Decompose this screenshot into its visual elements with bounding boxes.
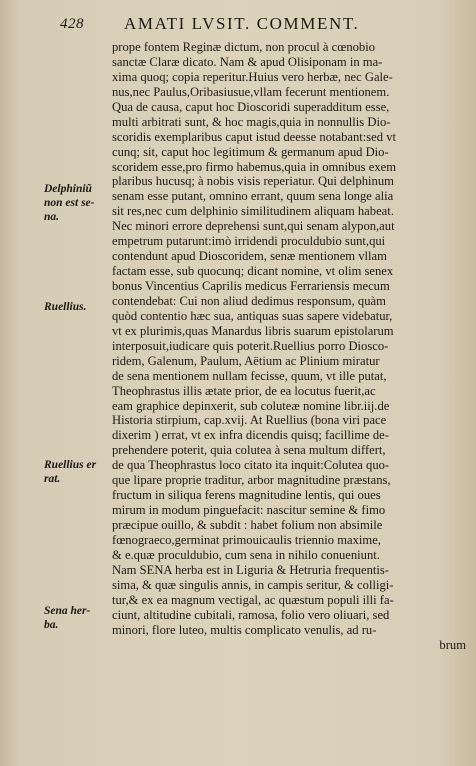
catchword: brum (439, 637, 466, 652)
text-line: sanctæ Claræ dicato. Nam & apud Olisiponam in ma- (112, 54, 383, 69)
text-line: cunq; sit, caput hoc legitimum & germanum apud Dio- (112, 144, 389, 159)
text-line: contendebat: Cui non aliud dedimus responsum, quàm (112, 293, 386, 308)
text-line: Nam SENA herba est in Liguria & Hetruria frequentis- (112, 562, 389, 577)
margin-note-line: Delphiniũ (44, 183, 92, 195)
margin-note-line: ba. (44, 619, 59, 631)
text-line: scoridis exemplaribus caput istud deesse notabant:sed vt (112, 129, 396, 144)
text-line: Qua de causa, caput hoc Dioscoridi superadditum esse, (112, 99, 390, 114)
text-line: interposuit,iudicare quis poterit.Ruellius porro Diosco- (112, 338, 389, 353)
margin-note-delphinium (44, 182, 108, 224)
text-line: vt ex plurimis,quas Manardus libris suarum epistolarum (112, 323, 394, 338)
text-line: mirum in modum pinguefacit: nascitur semine & fimo (112, 503, 386, 518)
margin-note-line: non est se- (44, 197, 95, 209)
text-line: quòd contentio hæc sua, antiquas suas sapere videbatur, (112, 308, 393, 323)
margin-note-line: Ruellius. (44, 301, 87, 313)
margin-note-line: Sena her- (44, 605, 91, 617)
margin-note-line: Ruellius er (44, 459, 97, 471)
text-line: Nec minori errore deprehensi sunt,qui senam alypon,aut (112, 219, 395, 234)
margin-note-ruellius (44, 300, 108, 314)
text-line: minori, flore luteo, multis complicato venulis, ad ru- (112, 622, 377, 637)
text-line: prope fontem Reginæ dictum, non procul à cœnobio (112, 40, 376, 54)
page-header (60, 14, 470, 36)
margin-note-ruellius-errat (44, 458, 108, 486)
text-line: nus,nec Paulus,Oribasiusue,vllam fecerunt mentionem. (112, 84, 390, 99)
text-line: senam esse putant, omnino errant, quum sena longe alia (112, 189, 394, 204)
text-line: fœnograeco,germinat primouicaulis triennio maxime, (112, 532, 381, 547)
text-line: de sena mentionem nullam fecisse, quum, vt ille putat, (112, 368, 387, 383)
text-line: eam graphice depinxerit, sub coluteæ nomine libr.iij.de (112, 398, 390, 413)
text-line: plaribus hucusq; à nobis visis reperiatur. Qui delphinum (112, 174, 394, 189)
text-line: fructum in siliqua ferens magnitudine lentis, qui oues (112, 488, 381, 503)
text-line: & e.quæ proculdubio, cum sena in nihilo conueniunt. (112, 547, 380, 562)
text-line: Theophrastus illis ætate prior, de ea locutus fuerit,ac (112, 383, 376, 398)
text-line: factam esse, sub quocunq; dicant nomine, vt olim senex (112, 264, 394, 279)
text-line: scoridem esse,pro firmo habemus,quia in omnibus exem (112, 159, 396, 174)
margin-note-line: na. (44, 211, 60, 223)
text-line: contendunt apud Dioscoridem, senæ mentionem vllam (112, 249, 387, 264)
text-line: sima, & quæ singulis annis, in campis seritur, & colligi- (112, 577, 394, 592)
text-line: que lipare proprie traditur, arbor magnitudine præstans, (112, 473, 391, 488)
body-text (112, 40, 472, 652)
page-number: 428 (60, 16, 84, 32)
margin-note-sena-herba (44, 604, 108, 632)
text-line: tur,& ex ea magnum vectigal, ac quæstum populi illi fa- (112, 592, 394, 607)
text-line: prehendere poterit, quia colutea à sena multum differt, (112, 443, 386, 458)
margin-note-line: rat. (44, 473, 61, 485)
text-line: Historia stirpium, cap.xvij. At Ruellius (bona viri pace (112, 413, 387, 428)
running-title: AMATI LVSIT. COMMENT. (124, 14, 360, 33)
text-line: xima quoq; copia reperitur.Huius vero herbæ, nec Gale- (112, 69, 393, 84)
text-line: bonus Vincentius Caprilis medicus Ferrariensis mecum (112, 279, 390, 293)
text-line: dixerim ) errat, vt ex infra dicendis quisq; facillime de- (112, 428, 389, 443)
text-line: empetrum putarunt:imò irridendi proculdubio sunt,qui (112, 234, 386, 249)
text-line: præcipue ouillo, & subdit : habet folium non absimile (112, 518, 383, 532)
text-line: multi arbitrati sunt, & hoc magis,quia in nonnullis Dio- (112, 114, 391, 129)
text-line: sit res,nec cum delphinio similitudinem aliquam habeat. (112, 204, 394, 219)
text-line: de qua Theophrastus loco citato ita inquit:Colutea quo- (112, 458, 390, 473)
text-line: ridem, Galenum, Paulum, Aëtium ac Plinium miratur (112, 353, 380, 368)
text-line: ciunt, altitudine cubitali, ramosa, folio vero oliuari, sed (112, 607, 390, 622)
